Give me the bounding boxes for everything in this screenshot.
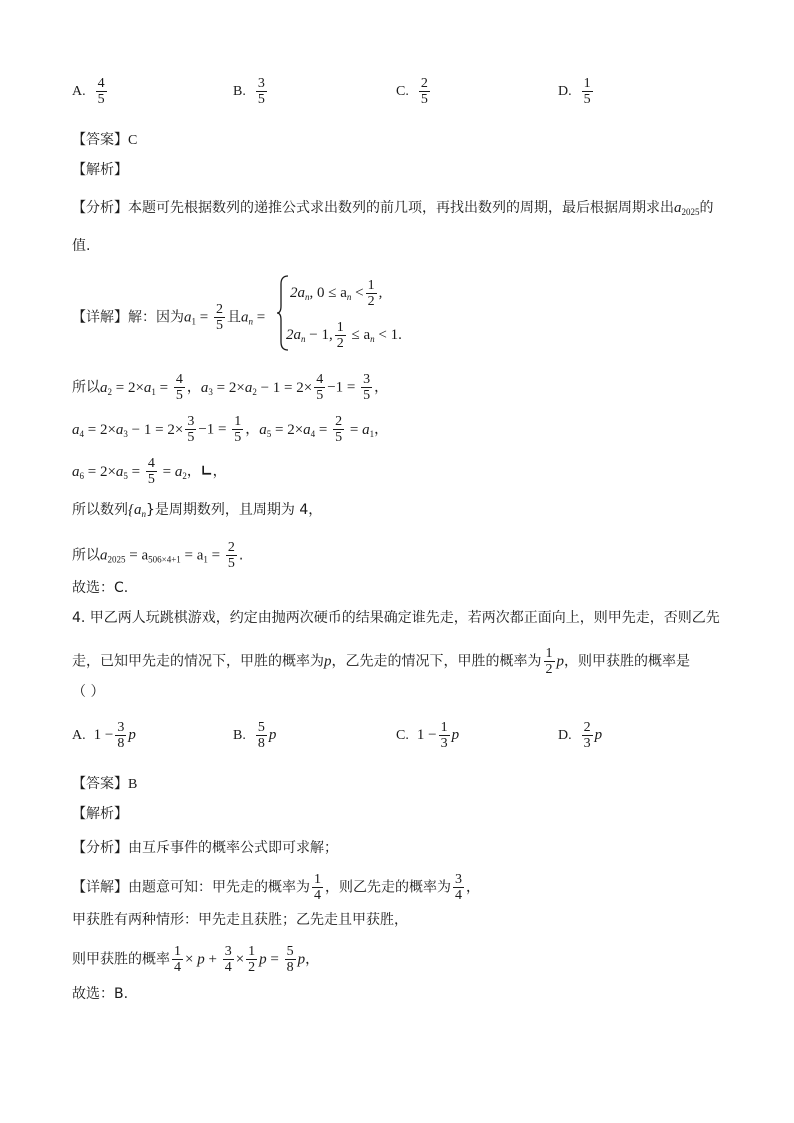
q3-option-d: D. $\frac{1}{5}$	[558, 76, 591, 107]
q3-calc-2: $a_4 = 2\times a_3 - 1 = 2\times$ $\frac{3}{5}$ −1 = $\frac{1}{5}$ ，$a_5 = 2\times a_4$ = $\frac{2}{5}$ = $a_1$，	[72, 414, 389, 445]
q3-detail: 【详解】解：因为$a_1$ = $\frac{2}{5}$ 且$a_n$ =	[72, 302, 266, 333]
ellipsis-symbol: ∟	[200, 463, 213, 480]
q3-option-b-fraction: $\frac{3}{5}$	[257, 76, 265, 107]
q4-question-line1: 4. 甲乙两人玩跳棋游戏，约定由抛两次硬币的结果确定谁先走，若两次都正面向上，则甲先走，否则乙先	[72, 610, 720, 626]
q3-fenxi-line2: 值.	[72, 238, 91, 254]
q4-option-d: D. $\frac{2}{3}$ p	[558, 720, 603, 751]
q4-result: 则甲获胜的概率 $\frac{1}{4}$ × p + $\frac{3}{4}$ × $\frac{1}{2}$ p = $\frac{5}{8}$ p，	[72, 944, 320, 975]
q3-final: 所以$a_{2025} = a_{506\times 4+1} = a_1$ = $\frac{2}{5}$ .	[72, 540, 244, 571]
q3-answer: 【答案】C	[72, 132, 138, 148]
q4-two-cases: 甲获胜有两种情形：甲先走且获胜；乙先走且甲获胜，	[72, 912, 408, 928]
q4-fenxi: 【分析】由互斥事件的概率公式即可求解；	[72, 840, 338, 856]
q4-question-line2: 走，已知甲先走的情况下，甲胜的概率为p，乙先走的情况下，甲胜的概率为 $\frac{1}{2}$ p，则甲获胜的概率是	[72, 646, 690, 677]
q4-option-c: C. 1 − $\frac{1}{3}$ p	[396, 720, 460, 751]
q3-option-b: B. $\frac{3}{5}$	[233, 76, 265, 107]
q3-option-c-fraction: $\frac{2}{5}$	[420, 76, 428, 107]
q3-calc-3: $a_6 = 2\times a_5$ = $\frac{4}{5}$ = $a_2$，∟，	[72, 456, 227, 487]
q4-detail: 【详解】由题意可知：甲先走的概率为 $\frac{1}{4}$ ，则乙先走的概率为 $\frac{3}{4}$ ，	[72, 872, 480, 903]
piecewise-case-2: $2a_n - 1$, $\frac{1}{2}$ ≤ $a_n < 1$.	[286, 320, 402, 351]
q3-periodic: 所以数列$\{a_n\}$是周期数列，且周期为 4，	[72, 502, 323, 519]
q3-calc-1: 所以$a_2 = 2\times a_1$ = $\frac{4}{5}$ ，$a_3 = 2\times a_2 - 1 = 2\times$ $\frac{4}{5}$ −1 = $\frac{3}{5}$ ，	[72, 372, 389, 403]
q3-option-c: C. $\frac{2}{5}$	[396, 76, 428, 107]
q4-choose: 故选：B.	[72, 986, 129, 1002]
q3-option-a-fraction: $\frac{4}{5}$	[97, 76, 105, 107]
q3-option-d-fraction: $\frac{1}{5}$	[583, 76, 591, 107]
q3-choose: 故选：C.	[72, 580, 129, 596]
q4-answer: 【答案】B	[72, 776, 138, 792]
q4-option-a: A. 1 − $\frac{3}{8}$ p	[72, 720, 136, 751]
q3-option-a: A. $\frac{4}{5}$	[72, 76, 105, 107]
q3-fenxi: 【分析】本题可先根据数列的递推公式求出数列的前几项，再找出数列的周期，最后根据周期求出$a_{2025}$的	[72, 200, 714, 217]
q4-option-b: B. $\frac{5}{8}$ p	[233, 720, 277, 751]
q4-analysis-heading: 【解析】	[72, 806, 128, 822]
q4-paren: （ ）	[72, 684, 105, 700]
q3-analysis-heading: 【解析】	[72, 162, 128, 178]
piecewise-case-1: $2a_n$, $0 \le a_n$ < $\frac{1}{2}$ ,	[290, 278, 383, 309]
